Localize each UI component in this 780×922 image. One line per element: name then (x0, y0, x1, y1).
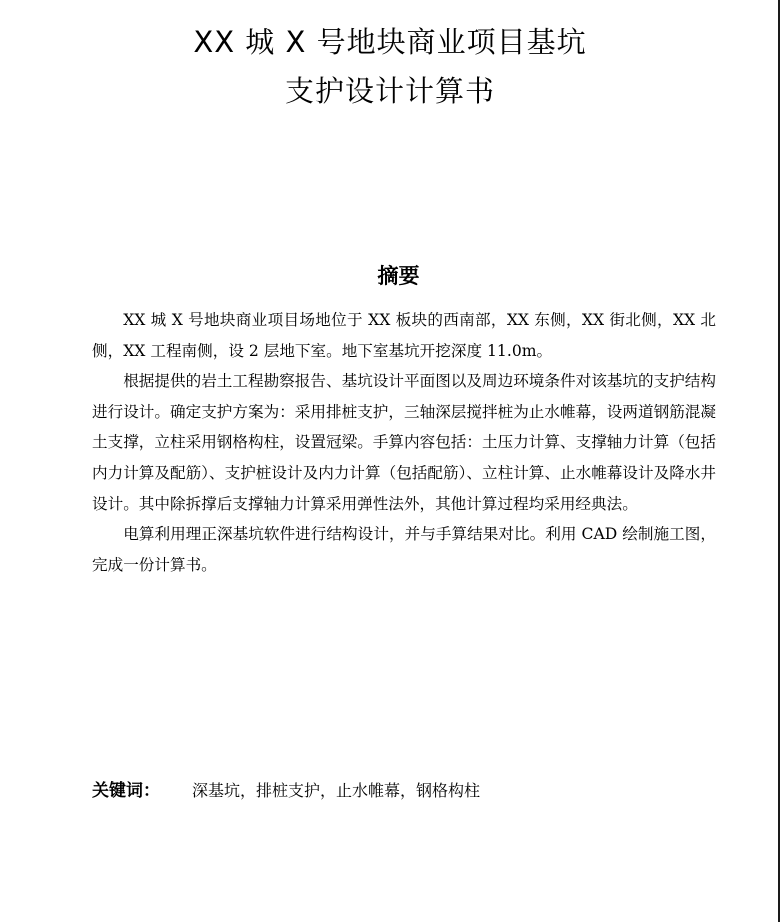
abstract-body (92, 305, 716, 580)
abstract-paragraph-3: 电算利用理正深基坑软件进行结构设计，并与手算结果对比。利用 CAD 绘制施工图，完成一份计算书。 (92, 525, 716, 574)
keywords-line (92, 777, 480, 805)
keywords-values: 深基坑，排桩支护，止水帷幕，钢格构柱 (192, 781, 481, 800)
document-title-line-1: XX 城 X 号地块商业项目基坑 (193, 25, 587, 59)
abstract-paragraph-2: 根据提供的岩土工程勘察报告、基坑设计平面图以及周边环境条件对该基坑的支护结构进行设计。确定支护方案为：采用排桩支护，三轴深层搅拌桩为止水帷幕，设两道钢筋混凝土支撑，立柱采用钢格构柱，设置冠梁。手算内容包括：土压力计算、支撑轴力计算（包括内力计算及配筋）、支护桩设计及内力计算（包括配筋）、立柱计算、止水帷幕设计及降水井设计。其中除拆撑后支撑轴力计算采用弹性法外，其他计算过程均采用经典法。 (92, 372, 716, 513)
abstract-heading: 摘要 (377, 264, 420, 288)
document-title-line-2: 支护设计计算书 (284, 74, 495, 108)
abstract-paragraph-1: XX 城 X 号地块商业项目场地位于 XX 板块的西南部，XX 东侧，XX 街北侧，XX 北侧，XX 工程南侧，设 2 层地下室。地下室基坑开挖深度 11.0m。 (92, 311, 716, 360)
keywords-label: 关键词： (92, 781, 160, 801)
